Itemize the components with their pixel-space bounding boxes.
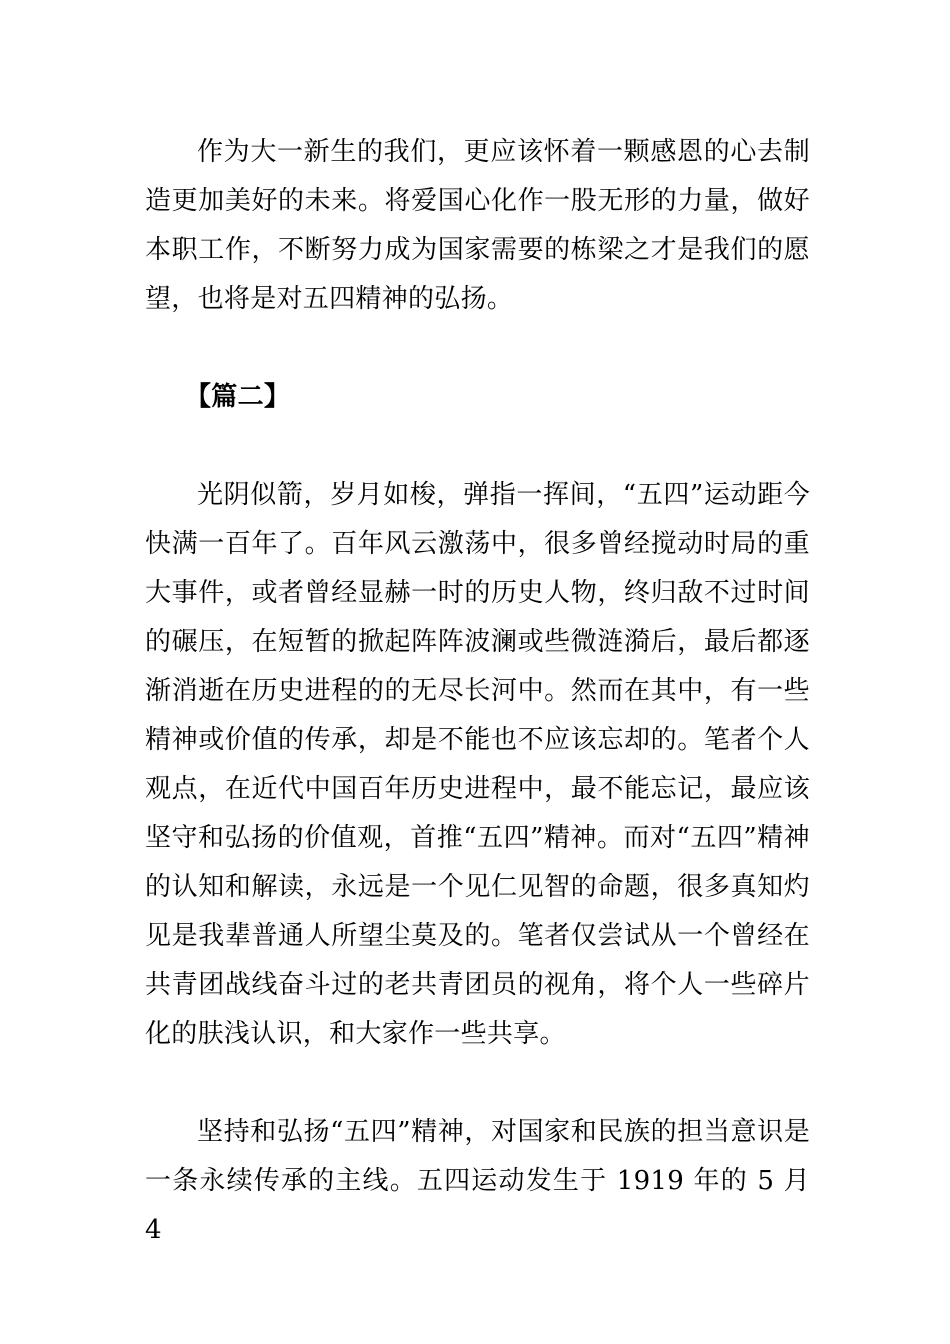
- paragraph-spacer: [145, 422, 810, 471]
- paragraph-spacer: [145, 1059, 810, 1108]
- document-body: [145, 128, 810, 1255]
- paragraph-gratitude: 作为大一新生的我们，更应该怀着一颗感恩的心去制造更加美好的未来。将爱国心化作一股无形的力量，做好本职工作，不断努力成为国家需要的栋梁之才是我们的愿望，也将是对五四精神的弘扬。: [145, 137, 810, 314]
- paragraph-spacer: [145, 324, 810, 373]
- paragraph-responsibility: 坚持和弘扬“五四”精神，对国家和民族的担当意识是一条永续传承的主线。五四运动发生于 1919 年的 5 月 4: [145, 1117, 810, 1245]
- section-heading: 【篇二】: [185, 382, 291, 412]
- paragraph-may-fourth-history: 光阴似箭，岁月如梭，弹指一挥间，“五四”运动距今快满一百年了。百年风云激荡中，很多曾经搅动时局的重大事件，或者曾经显赫一时的历史人物，终归敌不过时间的碾压，在短暂的掀起阵阵波澜或些微涟漪后，最后都逐渐消逝在历史进程的的无尽长河中。然而在其中，有一些精神或价值的传承，却是不能也不应该忘却的。笔者个人观点，在近代中国百年历史进程中，最不能忘记，最应该坚守和弘扬的价值观，首推“五四”精神。而对“五四”精神的认知和解读，永远是一个见仁见智的命题，很多真知灼见是我辈普通人所望尘莫及的。笔者仅尝试从一个曾经在共青团战线奋斗过的老共青团员的视角，将个人一些碎片化的肤浅认识，和大家作一些共享。: [145, 480, 810, 1049]
